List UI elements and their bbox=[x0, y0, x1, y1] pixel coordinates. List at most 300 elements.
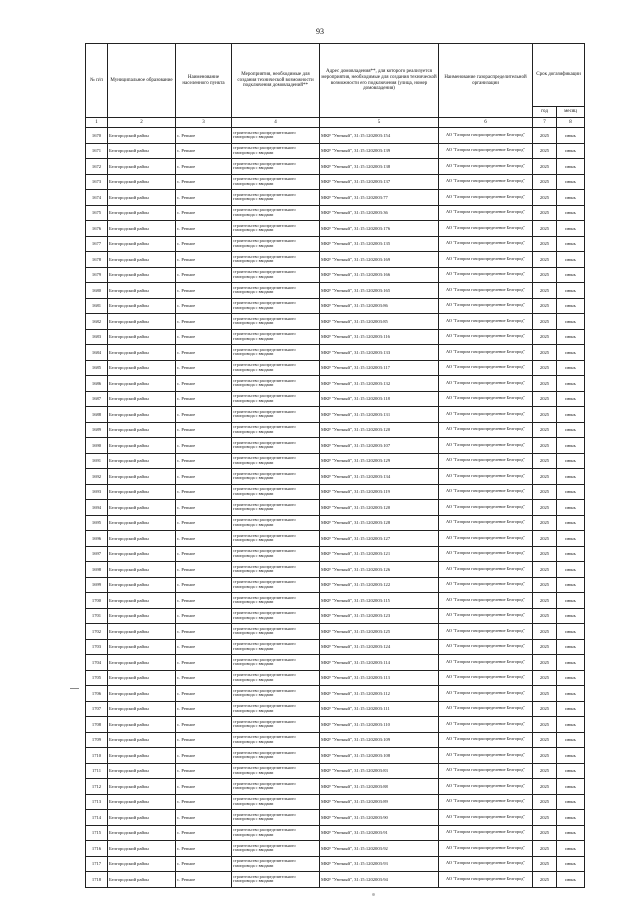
place-cell: с. Репное bbox=[176, 190, 232, 206]
row-number: 1680 bbox=[86, 283, 108, 299]
org-cell: АО "Газпром газораспределение Белгород" bbox=[439, 779, 533, 795]
row-number: 1695 bbox=[86, 515, 108, 531]
row-number: 1672 bbox=[86, 159, 108, 175]
municipality-cell: Белгородский район bbox=[108, 360, 176, 376]
column-number: 7 bbox=[533, 118, 557, 128]
place-cell: с. Репное bbox=[176, 794, 232, 810]
year-cell: 2025 bbox=[533, 159, 557, 175]
year-cell: 2025 bbox=[533, 841, 557, 857]
municipality-cell: Белгородский район bbox=[108, 872, 176, 888]
table-row bbox=[86, 779, 585, 795]
municipality-cell: Белгородский район bbox=[108, 252, 176, 268]
municipality-cell: Белгородский район bbox=[108, 639, 176, 655]
row-number: 1690 bbox=[86, 438, 108, 454]
year-cell: 2025 bbox=[533, 376, 557, 392]
municipality-cell: Белгородский район bbox=[108, 376, 176, 392]
municipality-cell: Белгородский район bbox=[108, 298, 176, 314]
org-cell: АО "Газпром газораспределение Белгород" bbox=[439, 143, 533, 159]
address-cell: МКР "Уютный", 31:15:1202003:36 bbox=[320, 205, 439, 221]
year-cell: 2025 bbox=[533, 484, 557, 500]
month-cell: июнь bbox=[557, 391, 585, 407]
year-cell: 2025 bbox=[533, 128, 557, 144]
municipality-cell: Белгородский район bbox=[108, 469, 176, 485]
event-cell: строительство распределительного газопровода с вводами bbox=[232, 856, 320, 872]
month-cell: июнь bbox=[557, 763, 585, 779]
place-cell: с. Репное bbox=[176, 717, 232, 733]
year-cell: 2025 bbox=[533, 779, 557, 795]
address-cell: МКР "Уютный", 31:15:1202003:110 bbox=[320, 717, 439, 733]
event-cell: строительство распределительного газопровода с вводами bbox=[232, 174, 320, 190]
event-cell: строительство распределительного газопровода с вводами bbox=[232, 639, 320, 655]
table-row bbox=[86, 376, 585, 392]
place-cell: с. Репное bbox=[176, 267, 232, 283]
municipality-cell: Белгородский район bbox=[108, 345, 176, 361]
month-cell: июнь bbox=[557, 593, 585, 609]
month-cell: июнь bbox=[557, 794, 585, 810]
month-cell: июнь bbox=[557, 562, 585, 578]
month-cell: июнь bbox=[557, 748, 585, 764]
municipality-cell: Белгородский район bbox=[108, 143, 176, 159]
table-header bbox=[86, 44, 585, 128]
org-cell: АО "Газпром газораспределение Белгород" bbox=[439, 205, 533, 221]
table-row bbox=[86, 841, 585, 857]
address-cell: МКР "Уютный", 31:15:1202003:124 bbox=[320, 639, 439, 655]
event-cell: строительство распределительного газопровода с вводами bbox=[232, 422, 320, 438]
row-number: 1682 bbox=[86, 314, 108, 330]
place-cell: с. Репное bbox=[176, 872, 232, 888]
event-cell: строительство распределительного газопровода с вводами bbox=[232, 841, 320, 857]
table-row bbox=[86, 593, 585, 609]
municipality-cell: Белгородский район bbox=[108, 794, 176, 810]
month-cell: июнь bbox=[557, 236, 585, 252]
month-cell: июнь bbox=[557, 655, 585, 671]
address-cell: МКР "Уютный", 31:15:1202003:176 bbox=[320, 221, 439, 237]
table-row bbox=[86, 872, 585, 888]
table-row bbox=[86, 624, 585, 640]
row-number: 1707 bbox=[86, 701, 108, 717]
org-cell: АО "Газпром газораспределение Белгород" bbox=[439, 345, 533, 361]
month-cell: июнь bbox=[557, 469, 585, 485]
month-cell: июнь bbox=[557, 143, 585, 159]
event-cell: строительство распределительного газопровода с вводами bbox=[232, 267, 320, 283]
year-cell: 2025 bbox=[533, 624, 557, 640]
event-cell: строительство распределительного газопровода с вводами bbox=[232, 748, 320, 764]
year-cell: 2025 bbox=[533, 701, 557, 717]
municipality-cell: Белгородский район bbox=[108, 515, 176, 531]
municipality-cell: Белгородский район bbox=[108, 825, 176, 841]
org-cell: АО "Газпром газораспределение Белгород" bbox=[439, 159, 533, 175]
place-cell: с. Репное bbox=[176, 531, 232, 547]
address-cell: МКР "Уютный", 31:15:1202003:115 bbox=[320, 593, 439, 609]
month-cell: июнь bbox=[557, 329, 585, 345]
column-number: 3 bbox=[176, 118, 232, 128]
month-cell: июнь bbox=[557, 670, 585, 686]
event-cell: строительство распределительного газопровода с вводами bbox=[232, 763, 320, 779]
month-cell: июнь bbox=[557, 438, 585, 454]
place-cell: с. Репное bbox=[176, 143, 232, 159]
month-cell: июнь bbox=[557, 314, 585, 330]
place-cell: с. Репное bbox=[176, 438, 232, 454]
address-cell: МКР "Уютный", 31:15:1202003:135 bbox=[320, 236, 439, 252]
address-cell: МКР "Уютный", 31:15:1202003:126 bbox=[320, 562, 439, 578]
month-cell: июнь bbox=[557, 159, 585, 175]
org-cell: АО "Газпром газораспределение Белгород" bbox=[439, 717, 533, 733]
table-row bbox=[86, 314, 585, 330]
table-row bbox=[86, 670, 585, 686]
year-cell: 2025 bbox=[533, 407, 557, 423]
place-cell: с. Репное bbox=[176, 469, 232, 485]
row-number: 1681 bbox=[86, 298, 108, 314]
month-cell: июнь bbox=[557, 779, 585, 795]
municipality-cell: Белгородский район bbox=[108, 190, 176, 206]
month-cell: июнь bbox=[557, 872, 585, 888]
row-number: 1708 bbox=[86, 717, 108, 733]
org-cell: АО "Газпром газораспределение Белгород" bbox=[439, 484, 533, 500]
place-cell: с. Репное bbox=[176, 841, 232, 857]
column-number: 8 bbox=[557, 118, 585, 128]
place-cell: с. Репное bbox=[176, 314, 232, 330]
event-cell: строительство распределительного газопровода с вводами bbox=[232, 825, 320, 841]
org-cell: АО "Газпром газораспределение Белгород" bbox=[439, 763, 533, 779]
table-row bbox=[86, 143, 585, 159]
org-cell: АО "Газпром газораспределение Белгород" bbox=[439, 500, 533, 516]
org-cell: АО "Газпром газораспределение Белгород" bbox=[439, 252, 533, 268]
header-org: Наименование газораспределительной организации bbox=[439, 44, 533, 118]
address-cell: МКР "Уютный", 31:15:1202003:138 bbox=[320, 159, 439, 175]
header-deadline: Срок догазификации bbox=[533, 44, 585, 107]
event-cell: строительство распределительного газопровода с вводами bbox=[232, 407, 320, 423]
year-cell: 2025 bbox=[533, 732, 557, 748]
address-cell: МКР "Уютный", 31:15:1202003:83 bbox=[320, 763, 439, 779]
address-cell: МКР "Уютный", 31:15:1202003:128 bbox=[320, 515, 439, 531]
margin-mark bbox=[70, 688, 79, 689]
row-number: 1684 bbox=[86, 345, 108, 361]
place-cell: с. Репное bbox=[176, 484, 232, 500]
municipality-cell: Белгородский район bbox=[108, 283, 176, 299]
table-row bbox=[86, 205, 585, 221]
place-cell: с. Репное bbox=[176, 686, 232, 702]
month-cell: июнь bbox=[557, 546, 585, 562]
place-cell: с. Репное bbox=[176, 128, 232, 144]
month-cell: июнь bbox=[557, 577, 585, 593]
event-cell: строительство распределительного газопровода с вводами bbox=[232, 655, 320, 671]
event-cell: строительство распределительного газопровода с вводами bbox=[232, 329, 320, 345]
table-row bbox=[86, 174, 585, 190]
row-number: 1703 bbox=[86, 639, 108, 655]
event-cell: строительство распределительного газопровода с вводами bbox=[232, 577, 320, 593]
org-cell: АО "Газпром газораспределение Белгород" bbox=[439, 562, 533, 578]
org-cell: АО "Газпром газораспределение Белгород" bbox=[439, 360, 533, 376]
org-cell: АО "Газпром газораспределение Белгород" bbox=[439, 732, 533, 748]
row-number: 1677 bbox=[86, 236, 108, 252]
month-cell: июнь bbox=[557, 732, 585, 748]
address-cell: МКР "Уютный", 31:15:1202003:86 bbox=[320, 298, 439, 314]
address-cell: МКР "Уютный", 31:15:1202003:91 bbox=[320, 825, 439, 841]
table-row bbox=[86, 686, 585, 702]
table-row bbox=[86, 283, 585, 299]
table-row bbox=[86, 407, 585, 423]
column-number: 6 bbox=[439, 118, 533, 128]
event-cell: строительство распределительного газопровода с вводами bbox=[232, 438, 320, 454]
table-row bbox=[86, 329, 585, 345]
row-number: 1718 bbox=[86, 872, 108, 888]
row-number: 1673 bbox=[86, 174, 108, 190]
event-cell: строительство распределительного газопровода с вводами bbox=[232, 701, 320, 717]
year-cell: 2025 bbox=[533, 717, 557, 733]
place-cell: с. Репное bbox=[176, 407, 232, 423]
municipality-cell: Белгородский район bbox=[108, 453, 176, 469]
row-number: 1711 bbox=[86, 763, 108, 779]
row-number: 1693 bbox=[86, 484, 108, 500]
place-cell: с. Репное bbox=[176, 360, 232, 376]
row-number: 1717 bbox=[86, 856, 108, 872]
year-cell: 2025 bbox=[533, 748, 557, 764]
event-cell: строительство распределительного газопровода с вводами bbox=[232, 236, 320, 252]
address-cell: МКР "Уютный", 31:15:1202003:116 bbox=[320, 329, 439, 345]
municipality-cell: Белгородский район bbox=[108, 267, 176, 283]
municipality-cell: Белгородский район bbox=[108, 500, 176, 516]
row-number: 1691 bbox=[86, 453, 108, 469]
municipality-cell: Белгородский район bbox=[108, 624, 176, 640]
place-cell: с. Репное bbox=[176, 221, 232, 237]
address-cell: МКР "Уютный", 31:15:1202003:165 bbox=[320, 283, 439, 299]
org-cell: АО "Газпром газораспределение Белгород" bbox=[439, 810, 533, 826]
row-number: 1706 bbox=[86, 686, 108, 702]
header-municipality: Муниципальное образование bbox=[108, 44, 176, 118]
event-cell: строительство распределительного газопровода с вводами bbox=[232, 252, 320, 268]
row-number: 1700 bbox=[86, 593, 108, 609]
table-row bbox=[86, 484, 585, 500]
month-cell: июнь bbox=[557, 283, 585, 299]
municipality-cell: Белгородский район bbox=[108, 391, 176, 407]
table-row bbox=[86, 748, 585, 764]
org-cell: АО "Газпром газораспределение Белгород" bbox=[439, 608, 533, 624]
event-cell: строительство распределительного газопровода с вводами bbox=[232, 345, 320, 361]
address-cell: МКР "Уютный", 31:15:1202003:118 bbox=[320, 391, 439, 407]
address-cell: МКР "Уютный", 31:15:1202003:139 bbox=[320, 143, 439, 159]
org-cell: АО "Газпром газораспределение Белгород" bbox=[439, 872, 533, 888]
year-cell: 2025 bbox=[533, 252, 557, 268]
org-cell: АО "Газпром газораспределение Белгород" bbox=[439, 469, 533, 485]
municipality-cell: Белгородский район bbox=[108, 314, 176, 330]
address-cell: МКР "Уютный", 31:15:1202003:120 bbox=[320, 500, 439, 516]
place-cell: с. Репное bbox=[176, 779, 232, 795]
municipality-cell: Белгородский район bbox=[108, 438, 176, 454]
place-cell: с. Репное bbox=[176, 810, 232, 826]
place-cell: с. Репное bbox=[176, 748, 232, 764]
table-row bbox=[86, 515, 585, 531]
year-cell: 2025 bbox=[533, 329, 557, 345]
event-cell: строительство распределительного газопровода с вводами bbox=[232, 500, 320, 516]
address-cell: МКР "Уютный", 31:15:1202003:92 bbox=[320, 841, 439, 857]
address-cell: МКР "Уютный", 31:15:1202003:88 bbox=[320, 779, 439, 795]
table-row bbox=[86, 763, 585, 779]
year-cell: 2025 bbox=[533, 360, 557, 376]
year-cell: 2025 bbox=[533, 655, 557, 671]
row-number: 1705 bbox=[86, 670, 108, 686]
year-cell: 2025 bbox=[533, 314, 557, 330]
place-cell: с. Репное bbox=[176, 205, 232, 221]
address-cell: МКР "Уютный", 31:15:1202003:77 bbox=[320, 190, 439, 206]
year-cell: 2025 bbox=[533, 856, 557, 872]
event-cell: строительство распределительного газопровода с вводами bbox=[232, 376, 320, 392]
municipality-cell: Белгородский район bbox=[108, 562, 176, 578]
year-cell: 2025 bbox=[533, 267, 557, 283]
table-row bbox=[86, 422, 585, 438]
event-cell: строительство распределительного газопровода с вводами bbox=[232, 159, 320, 175]
header-month: месяц bbox=[557, 107, 585, 118]
municipality-cell: Белгородский район bbox=[108, 221, 176, 237]
row-number: 1698 bbox=[86, 562, 108, 578]
row-number: 1709 bbox=[86, 732, 108, 748]
org-cell: АО "Газпром газораспределение Белгород" bbox=[439, 174, 533, 190]
event-cell: строительство распределительного газопровода с вводами bbox=[232, 794, 320, 810]
municipality-cell: Белгородский район bbox=[108, 670, 176, 686]
org-cell: АО "Газпром газораспределение Белгород" bbox=[439, 391, 533, 407]
month-cell: июнь bbox=[557, 686, 585, 702]
year-cell: 2025 bbox=[533, 283, 557, 299]
place-cell: с. Репное bbox=[176, 825, 232, 841]
row-number: 1679 bbox=[86, 267, 108, 283]
year-cell: 2025 bbox=[533, 391, 557, 407]
row-number: 1714 bbox=[86, 810, 108, 826]
municipality-cell: Белгородский район bbox=[108, 763, 176, 779]
table-row bbox=[86, 825, 585, 841]
table-row bbox=[86, 794, 585, 810]
address-cell: МКР "Уютный", 31:15:1202003:131 bbox=[320, 407, 439, 423]
table-row bbox=[86, 360, 585, 376]
table-row bbox=[86, 639, 585, 655]
month-cell: июнь bbox=[557, 500, 585, 516]
municipality-cell: Белгородский район bbox=[108, 810, 176, 826]
table-row bbox=[86, 856, 585, 872]
place-cell: с. Репное bbox=[176, 655, 232, 671]
table-row bbox=[86, 159, 585, 175]
place-cell: с. Репное bbox=[176, 639, 232, 655]
org-cell: АО "Газпром газораспределение Белгород" bbox=[439, 593, 533, 609]
address-cell: МКР "Уютный", 31:15:1202003:111 bbox=[320, 701, 439, 717]
table-row bbox=[86, 453, 585, 469]
address-cell: МКР "Уютный", 31:15:1202003:134 bbox=[320, 469, 439, 485]
month-cell: июнь bbox=[557, 422, 585, 438]
municipality-cell: Белгородский район bbox=[108, 159, 176, 175]
org-cell: АО "Газпром газораспределение Белгород" bbox=[439, 438, 533, 454]
org-cell: АО "Газпром газораспределение Белгород" bbox=[439, 221, 533, 237]
row-number: 1701 bbox=[86, 608, 108, 624]
address-cell: МКР "Уютный", 31:15:1202003:108 bbox=[320, 748, 439, 764]
row-number: 1715 bbox=[86, 825, 108, 841]
row-number: 1694 bbox=[86, 500, 108, 516]
month-cell: июнь bbox=[557, 221, 585, 237]
address-cell: МКР "Уютный", 31:15:1202003:122 bbox=[320, 577, 439, 593]
org-cell: АО "Газпром газораспределение Белгород" bbox=[439, 329, 533, 345]
month-cell: июнь bbox=[557, 376, 585, 392]
place-cell: с. Репное bbox=[176, 298, 232, 314]
month-cell: июнь bbox=[557, 267, 585, 283]
address-cell: МКР "Уютный", 31:15:1202003:94 bbox=[320, 872, 439, 888]
municipality-cell: Белгородский район bbox=[108, 608, 176, 624]
row-number: 1688 bbox=[86, 407, 108, 423]
month-cell: июнь bbox=[557, 515, 585, 531]
org-cell: АО "Газпром газораспределение Белгород" bbox=[439, 825, 533, 841]
year-cell: 2025 bbox=[533, 686, 557, 702]
row-number: 1716 bbox=[86, 841, 108, 857]
table-row bbox=[86, 267, 585, 283]
address-cell: МКР "Уютный", 31:15:1202003:129 bbox=[320, 453, 439, 469]
column-number: 2 bbox=[108, 118, 176, 128]
address-cell: МКР "Уютный", 31:15:1202003:121 bbox=[320, 546, 439, 562]
gasification-table bbox=[85, 43, 585, 888]
place-cell: с. Репное bbox=[176, 701, 232, 717]
address-cell: МКР "Уютный", 31:15:1202003:112 bbox=[320, 686, 439, 702]
org-cell: АО "Газпром газораспределение Белгород" bbox=[439, 686, 533, 702]
event-cell: строительство распределительного газопровода с вводами bbox=[232, 686, 320, 702]
month-cell: июнь bbox=[557, 608, 585, 624]
table-row bbox=[86, 190, 585, 206]
municipality-cell: Белгородский район bbox=[108, 701, 176, 717]
event-cell: строительство распределительного газопровода с вводами bbox=[232, 624, 320, 640]
address-cell: МКР "Уютный", 31:15:1202003:132 bbox=[320, 376, 439, 392]
place-cell: с. Репное bbox=[176, 453, 232, 469]
place-cell: с. Репное bbox=[176, 856, 232, 872]
row-number: 1712 bbox=[86, 779, 108, 795]
event-cell: строительство распределительного газопровода с вводами bbox=[232, 128, 320, 144]
event-cell: строительство распределительного газопровода с вводами bbox=[232, 453, 320, 469]
municipality-cell: Белгородский район bbox=[108, 655, 176, 671]
month-cell: июнь bbox=[557, 190, 585, 206]
place-cell: с. Репное bbox=[176, 376, 232, 392]
row-number: 1696 bbox=[86, 531, 108, 547]
row-number: 1674 bbox=[86, 190, 108, 206]
municipality-cell: Белгородский район bbox=[108, 205, 176, 221]
event-cell: строительство распределительного газопровода с вводами bbox=[232, 546, 320, 562]
year-cell: 2025 bbox=[533, 763, 557, 779]
month-cell: июнь bbox=[557, 407, 585, 423]
year-cell: 2025 bbox=[533, 422, 557, 438]
row-number: 1676 bbox=[86, 221, 108, 237]
org-cell: АО "Газпром газораспределение Белгород" bbox=[439, 701, 533, 717]
year-cell: 2025 bbox=[533, 562, 557, 578]
municipality-cell: Белгородский район bbox=[108, 484, 176, 500]
year-cell: 2025 bbox=[533, 205, 557, 221]
address-cell: МКР "Уютный", 31:15:1202003:90 bbox=[320, 810, 439, 826]
table-row bbox=[86, 546, 585, 562]
year-cell: 2025 bbox=[533, 872, 557, 888]
org-cell: АО "Газпром газораспределение Белгород" bbox=[439, 267, 533, 283]
municipality-cell: Белгородский район bbox=[108, 128, 176, 144]
place-cell: с. Репное bbox=[176, 577, 232, 593]
table-row bbox=[86, 391, 585, 407]
org-cell: АО "Газпром газораспределение Белгород" bbox=[439, 531, 533, 547]
year-cell: 2025 bbox=[533, 577, 557, 593]
month-cell: июнь bbox=[557, 128, 585, 144]
event-cell: строительство распределительного газопровода с вводами bbox=[232, 515, 320, 531]
table-row bbox=[86, 562, 585, 578]
address-cell: МКР "Уютный", 31:15:1202003:123 bbox=[320, 608, 439, 624]
year-cell: 2025 bbox=[533, 531, 557, 547]
place-cell: с. Репное bbox=[176, 624, 232, 640]
place-cell: с. Репное bbox=[176, 763, 232, 779]
place-cell: с. Репное bbox=[176, 252, 232, 268]
address-cell: МКР "Уютный", 31:15:1202003:133 bbox=[320, 345, 439, 361]
place-cell: с. Репное bbox=[176, 732, 232, 748]
address-cell: МКР "Уютный", 31:15:1202003:166 bbox=[320, 267, 439, 283]
event-cell: строительство распределительного газопровода с вводами bbox=[232, 562, 320, 578]
row-number: 1689 bbox=[86, 422, 108, 438]
municipality-cell: Белгородский район bbox=[108, 732, 176, 748]
row-number: 1685 bbox=[86, 360, 108, 376]
event-cell: строительство распределительного газопровода с вводами bbox=[232, 190, 320, 206]
